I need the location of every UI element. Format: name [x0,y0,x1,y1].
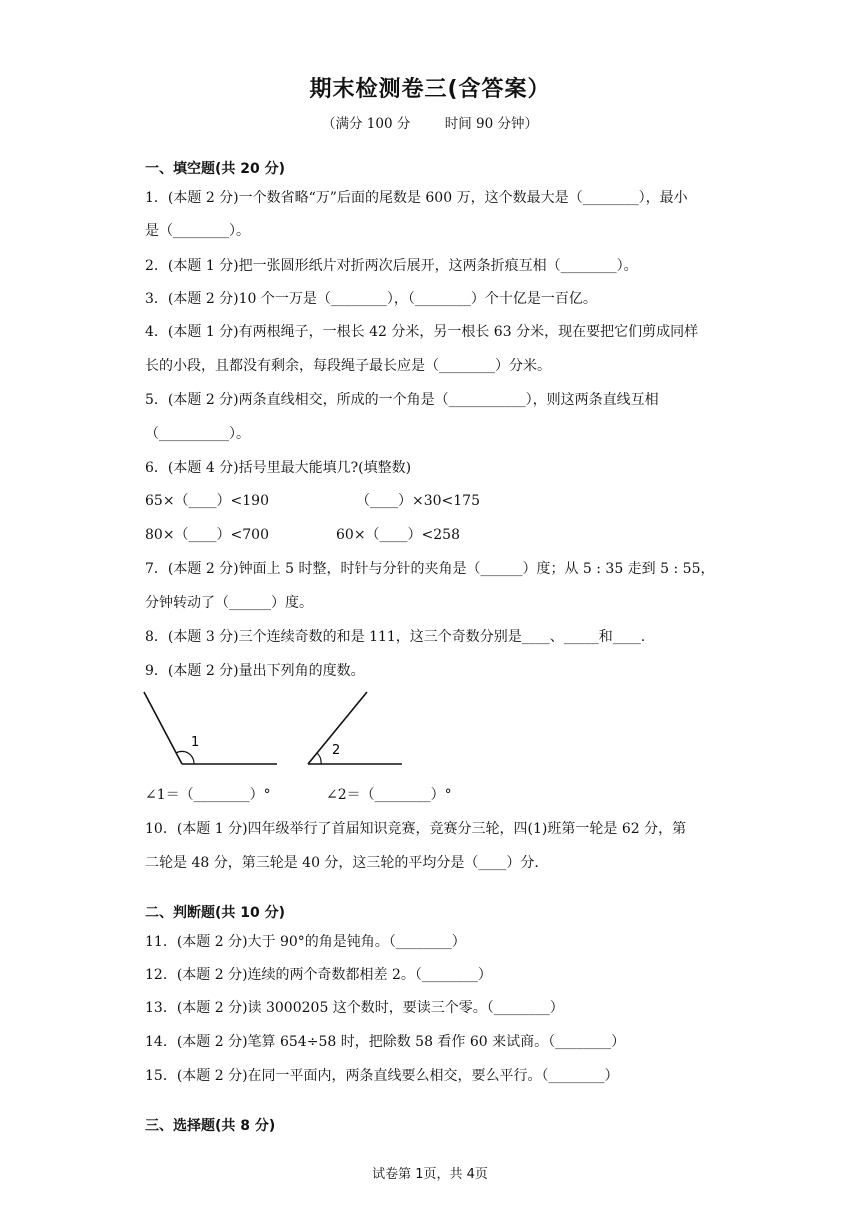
question-6-item-2: （____）×30<175 [356,493,480,509]
question-4-line-1: 4．(本题 1 分)有两根绳子，一根长 42 分米，另一根长 63 分米，现在要把它们剪成同样 [145,324,699,340]
question-6: 6．(本题 4 分)括号里最大能填几?(填整数) [145,460,412,476]
question-4-line-2: 长的小段，且都没有剩余，每段绳子最长应是（________）分米。 [145,358,551,374]
question-7-line-2: 分钟转动了（______）度。 [145,595,313,611]
question-9: 9．(本题 2 分)量出下列角的度数。 [145,663,365,679]
page-footer: 试卷第 1页，共 4页 [372,1167,488,1182]
question-1-line-1: 1．(本题 2 分)一个数省略“万”后面的尾数是 600 万，这个数最大是（________），最小 [145,190,688,206]
question-11: 11．(本题 2 分)大于 90°的角是钝角。（________） [145,934,466,950]
page-title: 期末检测卷三(含答案） [309,77,551,102]
question-6-item-3: 80×（____）<700 [145,527,269,543]
question-6-item-4: 60×（____）<258 [336,527,460,543]
question-3: 3．(本题 2 分)10 个一万是（________），（________）个十亿是一百亿。 [145,291,597,307]
question-7-line-1: 7．(本题 2 分)钟面上 5 时整，时针与分针的夹角是（______）度；从 5 : 35 走到 5 : 55， [145,561,715,577]
question-10-line-1: 10．(本题 1 分)四年级举行了首届知识竞赛，竞赛分三轮，四(1)班第一轮是 62 分，第 [145,821,687,837]
question-9-answer-2: ∠2＝（________）° [326,787,452,803]
question-6-item-1: 65×（____）<190 [145,493,269,509]
question-9-answer-1: ∠1＝（________）° [145,787,271,803]
question-5-line-2: （__________）。 [145,426,250,442]
section-heading-fill-in: 一、填空题(共 20 分) [145,161,286,177]
question-1-line-2: 是（________）。 [145,223,250,239]
question-2: 2．(本题 1 分)把一张圆形纸片对折两次后展开，这两条折痕互相（________）。 [145,258,638,274]
angle-2-label: 2 [332,743,341,758]
angle-figures [140,688,420,773]
angle-2-figure [308,692,402,764]
angle-1-label: 1 [191,735,200,750]
page-subtitle: （满分 100 分 时间 90 分钟） [322,116,538,132]
question-5-line-1: 5．(本题 2 分)两条直线相交，所成的一个角是（___________），则这两条直线互相 [145,392,659,408]
question-13: 13．(本题 2 分)读 3000205 这个数时，要读三个零。（________） [145,1000,564,1016]
question-8: 8．(本题 3 分)三个连续奇数的和是 111，这三个奇数分别是____、_____和____. [145,629,646,645]
question-10-line-2: 二轮是 48 分，第三轮是 40 分，这三轮的平均分是（____）分. [145,855,539,871]
question-12: 12．(本题 2 分)连续的两个奇数都相差 2。（________） [145,967,492,983]
question-15: 15．(本题 2 分)在同一平面内，两条直线要么相交，要么平行。（________） [145,1068,619,1084]
section-heading-true-false: 二、判断题(共 10 分) [145,905,286,921]
angle-1-figure [144,692,277,764]
section-heading-choice: 三、选择题(共 8 分) [145,1118,276,1134]
question-14: 14．(本题 2 分)笔算 654÷58 时，把除数 58 看作 60 来试商。（________） [145,1034,626,1050]
